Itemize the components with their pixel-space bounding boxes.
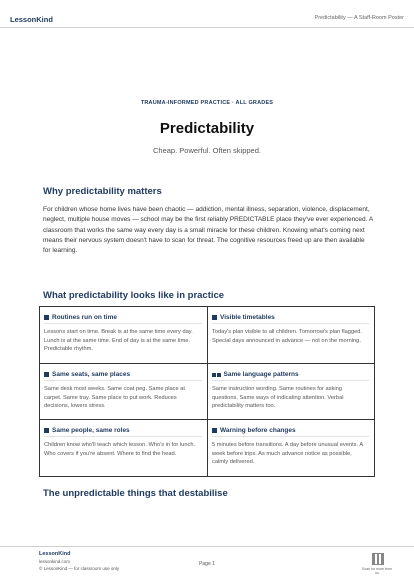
brand-logo-text[interactable]: LessonKind	[10, 15, 53, 24]
double-square-icon	[212, 373, 216, 377]
footer	[0, 546, 414, 585]
scan-caption: Scan for more from us	[362, 567, 392, 575]
card-title: Warning before changes	[220, 427, 296, 434]
unpredictable-heading: The unpredictable things that destabilise	[43, 488, 228, 499]
footer-brand: LessonKind	[39, 551, 71, 557]
poster-subtitle: Predictability — A Staff-Room Poster	[314, 15, 404, 21]
square-bullet-icon	[212, 315, 217, 320]
practice-card	[208, 364, 374, 420]
card-title: Routines run on time	[52, 314, 117, 321]
square-bullet-icon	[44, 428, 49, 433]
footer-copyright: © LessonKind — for classroom use only	[39, 566, 120, 571]
card-text: Children know who'll teach which lesson. Who's in for lunch. Who covers if you're absent. Where to find the head.	[44, 442, 196, 457]
why-body: For children whose home lives have been chaotic — addiction, mental illness, separation, violence, displacement, neglect, multiple house moves — school may be the first reliably PREDICTABLE place they've ever experienced. A classroom that works the same way every day is a small miracle for these children. Knowing what's coming next means their nervous system doesn't have to scan for threat. The cognitive resources freed up are then available for learning.	[43, 206, 373, 255]
card-text: 5 minutes before transitions. A day before unusual events. A week before trips. As much advance notice as possible, calmly delivered.	[212, 442, 363, 466]
square-bullet-icon	[212, 428, 217, 433]
footer-site-link[interactable]: lessonkind.com	[39, 559, 71, 564]
qr-code-icon[interactable]	[372, 553, 384, 565]
page-subtitle: Cheap. Powerful. Often skipped.	[153, 146, 261, 155]
eyebrow-label: TRAUMA-INFORMED PRACTICE · ALL GRADES	[140, 100, 274, 106]
practice-card	[208, 307, 374, 364]
card-title: Same language patterns	[223, 371, 299, 378]
square-bullet-icon	[44, 315, 49, 320]
why-heading: Why predictability matters	[43, 186, 162, 197]
page-number: Page 1	[199, 561, 215, 567]
practice-grid	[39, 306, 375, 477]
practice-card	[40, 307, 208, 364]
square-bullet-icon	[44, 372, 49, 377]
top-bar	[0, 0, 414, 28]
practice-card	[40, 364, 208, 420]
card-text: Today's plan visible to all children. Tomorrow's plan flagged. Special days announced in advance — not on the morning.	[212, 329, 363, 344]
double-square-icon	[217, 373, 221, 377]
card-title: Same seats, same places	[52, 371, 131, 378]
practice-card	[208, 420, 374, 476]
practice-heading: What predictability looks like in practice	[43, 290, 225, 301]
practice-card	[40, 420, 208, 476]
page-title: Predictability	[159, 120, 255, 137]
card-text: Lessons start on time. Break is at the same time every day. Lunch is at the same time. End of day is at the same time. Predictable rhythm.	[44, 329, 193, 353]
card-text: Same instruction wording. Same routines for asking questions. Same ways of indicating attention. Verbal predictability matters too.	[212, 386, 344, 410]
card-title: Visible timetables	[220, 314, 275, 321]
card-title: Same people, same roles	[52, 427, 130, 434]
card-text: Same desk most weeks. Same coat peg. Same place at carpet. Same tray. Same place to put work. Reduces decisions, lowers stress.	[44, 386, 185, 410]
